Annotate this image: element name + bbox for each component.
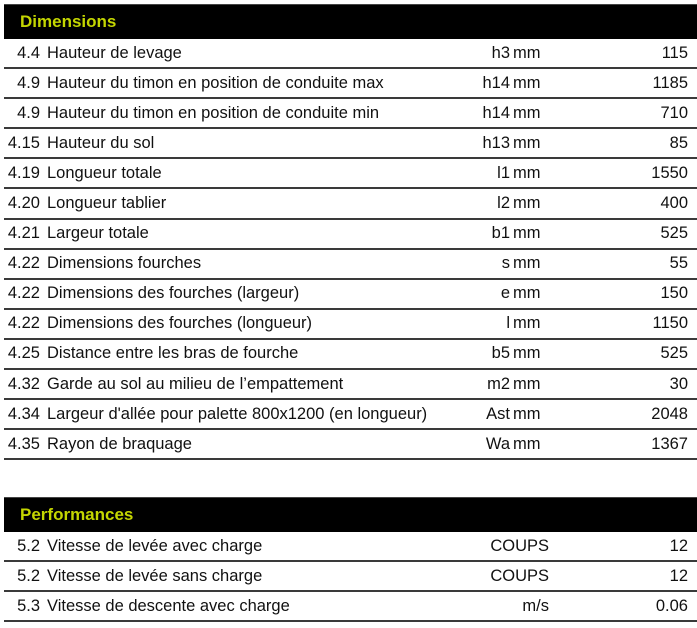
row-value: 30 (669, 374, 688, 393)
row-value: 1150 (652, 314, 688, 333)
row-unit: COUPS (490, 536, 549, 555)
section-header-performances (4, 497, 697, 532)
row-label: Longueur tablier (47, 194, 167, 213)
row-symbol: b5 (491, 344, 510, 363)
row-unit: mm (513, 404, 541, 423)
row-unit: COUPS (490, 566, 549, 585)
row-unit: mm (513, 344, 541, 363)
row-value: 525 (660, 224, 688, 243)
section-title: Dimensions (20, 12, 117, 31)
row-unit: mm (513, 314, 541, 333)
row-unit: mm (513, 103, 541, 122)
row-label: Vitesse de descente avec charge (47, 596, 290, 615)
row-value: 115 (661, 43, 688, 62)
row-number: 4.20 (7, 194, 40, 213)
performances-table (4, 497, 697, 622)
table-row (4, 159, 697, 189)
row-value: 525 (660, 344, 688, 363)
row-number: 5.2 (17, 536, 40, 555)
row-value: 150 (660, 284, 688, 303)
table-row (4, 310, 697, 340)
row-value: 710 (660, 103, 688, 122)
row-label: Hauteur de levage (47, 43, 182, 62)
row-number: 4.32 (7, 374, 40, 393)
row-label: Hauteur du sol (47, 133, 155, 152)
row-symbol: b1 (491, 224, 510, 243)
row-label: Longueur totale (47, 163, 162, 182)
row-number: 4.22 (7, 284, 40, 303)
row-label: Distance entre les bras de fourche (47, 344, 299, 363)
table-row (4, 39, 697, 69)
row-symbol: Ast (486, 404, 510, 423)
row-symbol: h3 (491, 43, 510, 62)
row-symbol: l2 (497, 194, 510, 213)
table-row (4, 250, 697, 280)
row-label: Dimensions des fourches (largeur) (47, 284, 300, 303)
row-label: Dimensions des fourches (longueur) (47, 314, 313, 333)
table-row (4, 280, 697, 310)
row-number: 4.21 (7, 224, 40, 243)
row-number: 4.25 (7, 344, 40, 363)
section-header-dimensions (4, 4, 697, 39)
row-unit: mm (513, 73, 541, 92)
row-label: Largeur d'allée pour palette 800x1200 (en longueur) (47, 404, 428, 423)
row-unit: mm (513, 224, 541, 243)
row-unit: mm (513, 374, 541, 393)
row-number: 4.15 (7, 133, 40, 152)
table-row (4, 370, 697, 400)
row-unit: m/s (522, 596, 549, 615)
row-number: 4.35 (7, 434, 40, 453)
row-symbol: h13 (482, 133, 510, 152)
row-unit: mm (513, 254, 541, 273)
table-row (4, 400, 697, 430)
row-label: Vitesse de levée avec charge (47, 536, 263, 555)
row-value: 1367 (651, 434, 688, 453)
row-label: Hauteur du timon en position de conduite max (47, 73, 384, 92)
row-symbol: l (506, 314, 510, 333)
row-unit: mm (513, 194, 541, 213)
row-label: Garde au sol au milieu de l’empattement (47, 374, 344, 393)
row-label: Rayon de braquage (47, 434, 192, 453)
table-row (4, 430, 697, 460)
row-value: 12 (669, 536, 688, 555)
table-row (4, 220, 697, 250)
row-value: 0.06 (655, 596, 688, 615)
row-symbol: h14 (482, 73, 510, 92)
row-symbol: h14 (482, 103, 510, 122)
row-unit: mm (513, 284, 541, 303)
table-row (4, 592, 697, 622)
row-value: 55 (669, 254, 688, 273)
row-number: 4.9 (17, 73, 40, 92)
row-symbol: e (500, 284, 510, 303)
row-symbol: Wa (485, 434, 510, 453)
row-value: 2048 (651, 404, 688, 423)
row-unit: mm (513, 434, 541, 453)
row-value: 1550 (651, 163, 688, 182)
row-number: 5.2 (17, 566, 40, 585)
row-value: 12 (669, 566, 688, 585)
row-symbol: s (501, 254, 510, 273)
row-number: 5.3 (17, 596, 40, 615)
dimensions-table (4, 4, 697, 460)
section-title: Performances (20, 505, 134, 524)
table-row (4, 129, 697, 159)
row-number: 4.19 (7, 163, 40, 182)
row-value: 1185 (652, 73, 688, 92)
row-number: 4.22 (7, 254, 40, 273)
row-unit: mm (513, 163, 541, 182)
row-value: 400 (660, 194, 688, 213)
row-label: Hauteur du timon en position de conduite min (47, 103, 380, 122)
row-unit: mm (513, 133, 541, 152)
table-row (4, 69, 697, 99)
row-symbol: l1 (497, 163, 510, 182)
row-label: Vitesse de levée sans charge (47, 566, 263, 585)
row-number: 4.34 (7, 404, 40, 423)
table-row (4, 99, 697, 129)
row-unit: mm (513, 43, 541, 62)
row-symbol: m2 (487, 374, 510, 393)
row-label: Largeur totale (47, 224, 149, 243)
row-label: Dimensions fourches (47, 254, 202, 273)
row-number: 4.9 (17, 103, 40, 122)
row-value: 85 (669, 133, 688, 152)
table-row (4, 562, 697, 592)
table-row (4, 532, 697, 562)
row-number: 4.4 (17, 43, 40, 62)
row-number: 4.22 (7, 314, 40, 333)
table-row (4, 189, 697, 219)
table-row (4, 340, 697, 370)
